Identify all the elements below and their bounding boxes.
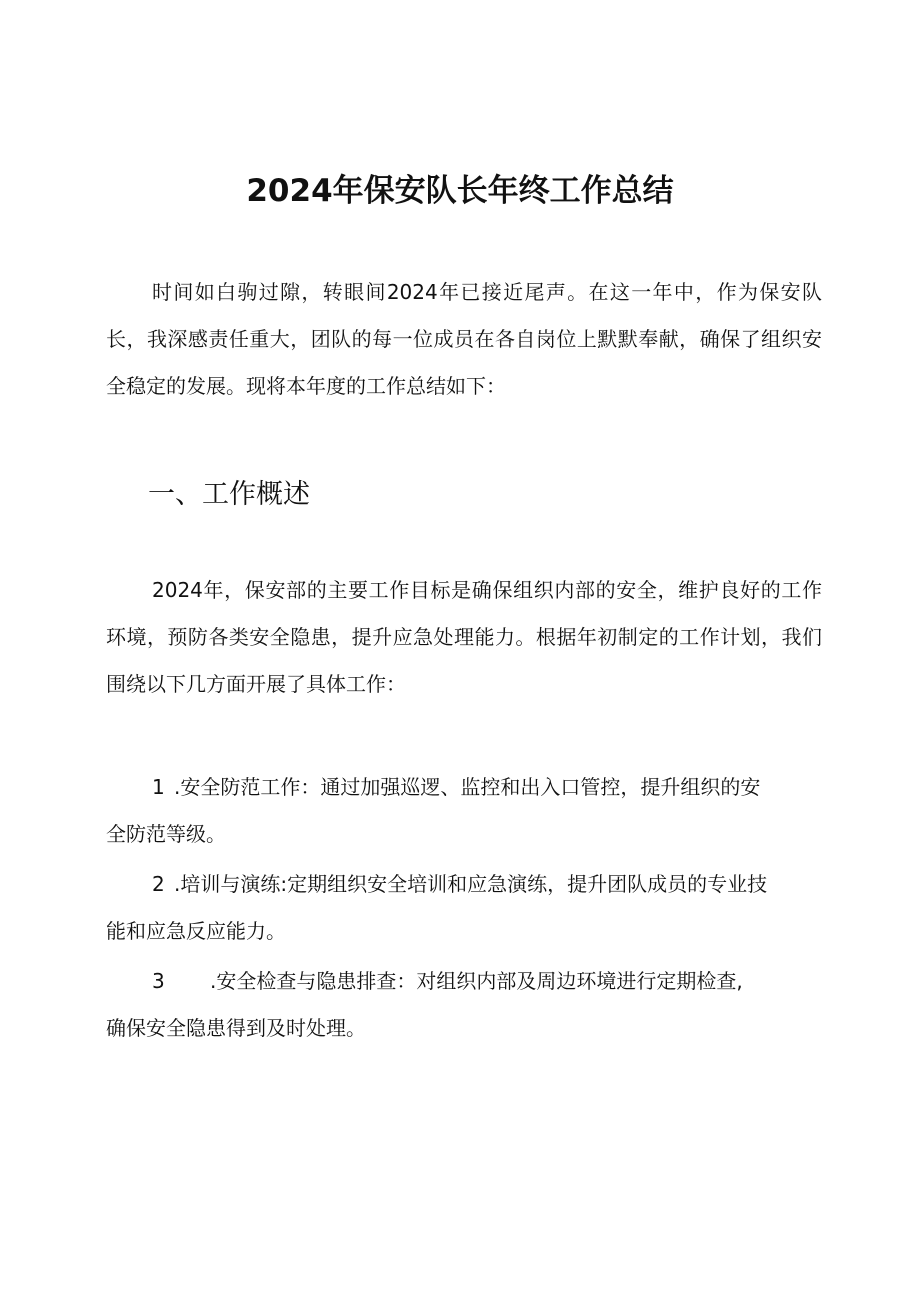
list-item-continuation: 确保安全隐患得到及时处理。 bbox=[106, 1016, 366, 1040]
list-item-text: .安全检查与隐患排查：对组织内部及周边环境进行定期检查, bbox=[210, 969, 743, 993]
list-item-number: 1 bbox=[152, 775, 165, 799]
section-heading: 一、工作概述 bbox=[148, 479, 310, 510]
list-item-first-line bbox=[106, 764, 822, 811]
document-title: 2024年保安队长年终工作总结 bbox=[246, 173, 674, 209]
intro-paragraph: 时间如白驹过隙，转眼间2024年已接近尾声。在这一年中，作为保安队长，我深感责任重大，团队的每一位成员在各自岗位上默默奉献，确保了组织安全稳定的发展。现将本年度的工作总结如下： bbox=[106, 280, 822, 398]
list-item-first-line bbox=[106, 958, 822, 1005]
list-item-number: 2 bbox=[152, 872, 165, 896]
list-item-continuation: 全防范等级。 bbox=[106, 822, 226, 846]
section-body-paragraph: 2024年，保安部的主要工作目标是确保组织内部的安全，维护良好的工作环境，预防各类安全隐患，提升应急处理能力。根据年初制定的工作计划，我们围绕以下几方面开展了具体工作： bbox=[106, 578, 822, 696]
list-item-text: .安全防范工作：通过加强巡逻、监控和出入口管控，提升组织的安 bbox=[174, 775, 761, 799]
list-item bbox=[106, 764, 822, 858]
list-item-text: .培训与演练:定期组织安全培训和应急演练，提升团队成员的专业技 bbox=[174, 872, 768, 896]
list-item-continuation: 能和应急反应能力。 bbox=[106, 919, 286, 943]
list-item bbox=[106, 861, 822, 955]
list-item bbox=[106, 958, 822, 1052]
list-item-first-line bbox=[106, 861, 822, 908]
list-item-number: 3 bbox=[152, 969, 165, 993]
